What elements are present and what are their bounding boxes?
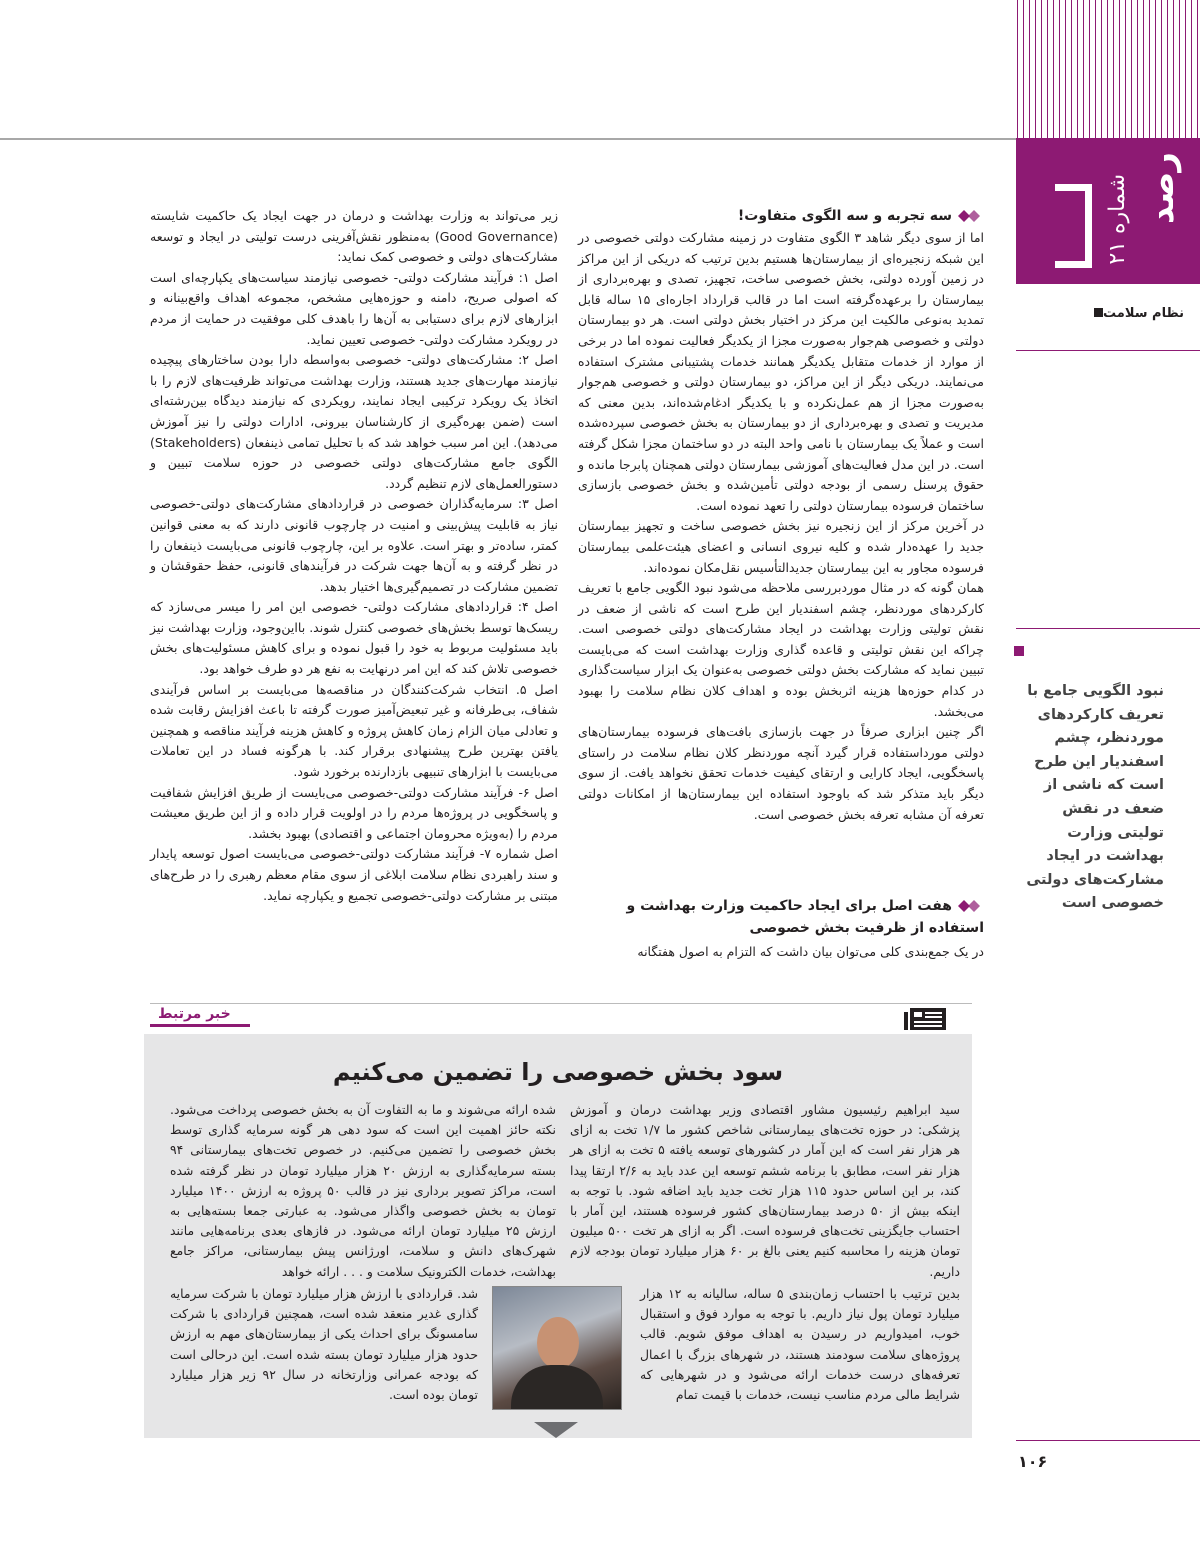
related-news-label: خبر مرتبط [158, 1006, 231, 1022]
top-decor-lines [1016, 0, 1200, 138]
chevron-down-icon [534, 1422, 578, 1438]
related-column-right-continued: بدین ترتیب با احتساب زمان‌بندی ۵ ساله، سالیانه به ۱۲ هزار میلیارد تومان پول نیاز داریم. با توجه به موارد فوق و استقبال خوب، امیدواریم در رسیدن به اهداف موفق شویم. قالب پروژه‌های سلامت سودمند هستند، در شهرهای بزرگ با اعمال تعرفه‌های درست خدمات ارائه می‌شود و در شهرهایی که شرایط مالی مردم مناسب نیست، خدمات با قیمت تمام [640, 1286, 960, 1403]
section-heading: سه تجربه و سه الگوی متفاوت! [700, 208, 984, 224]
paragraph: اصل ۵. انتخاب شرکت‌کنندگان در مناقصه‌ها می‌بایست بر اساس فرآیندی شفاف، بی‌طرفانه و غیر تبعیض‌آمیز صورت گرفته تا باعث افزایش رقابت شده و تعادلی میان الزام زمان کاهش پروژه و کاهش هزینه فرآیند مناقصه و همچنین یافتن بهترین طرح پیشنهادی برقرار کند. با هرگونه فساد در این تعاملات می‌بایست با ابزارهای تنبیهی بازدارنده برخورد شود. [150, 681, 558, 780]
paragraph: اصل ۴: قراردادهای مشارکت دولتی- خصوصی این امر را میسر می‌سازد که ریسک‌ها توسط بخش‌های خصوصی کنترل شوند. بااین‌وجود، وزارت بهداشت نیز باید مسئولیت مربوط به خود را قبول نموده و برای کاهش مسئولیت‌های بخش خصوصی تلاش کند که این امر درنهایت به نفع هر دو طرف خواهد بود. [150, 599, 558, 677]
paragraph: در یک جمع‌بندی کلی می‌توان بیان داشت که التزام به اصول هفتگانه [637, 944, 984, 959]
square-bullet-icon [1094, 308, 1103, 317]
magazine-logo: رصد [1142, 152, 1182, 225]
related-column-right: سید ابراهیم رئیسیون مشاور اقتصادی وزیر بهداشت درمان و آموزش پزشکی: در حوزه تخت‌های بیمارستانی شاخص کشور ما ۱/۷ تخت به ازای هر هزار نفر است که این آمار در کشورهای توسعه یافته ۵ تخت به ازای هر هزار نفر است، مطابق با برنامه ششم توسعه این عدد باید به ۲/۶ ارتقا پیدا کند، بر این اساس حدود ۱۱۵ هزار تخت جدید باید اضافه شود. با توجه به اینکه بیش از ۵۰ درصد بیمارستان‌های کشور فرسوده هستند، این آمار با احتساب جایگزینی تخت‌های فرسوده است. اگر به ازای هر تخت ۵۰۰ میلیون تومان هزینه را محاسبه کنیم یعنی بالغ بر ۶۰ هزار میلیارد تومان بودجه لازم داریم. [570, 1102, 961, 1279]
sidebar-divider [1016, 350, 1200, 351]
magazine-brand-block [1016, 138, 1200, 284]
issue-number: شماره ۲۱ [1105, 174, 1130, 265]
square-bullet-icon [1014, 646, 1024, 656]
article-column-left [150, 206, 558, 906]
paragraph: اصل ۳: سرمایه‌گذاران خصوصی در قراردادهای مشارکت‌های دولتی-خصوصی نیاز به قابلیت پیش‌بینی و امنیت در چارچوب قانونی دارند که به معنی قوانین کمتر، ساده‌تر و بهتر است. علاوه بر این، چارچوب قانونی می‌بایست ذینفعان را در نظر گرفته و به آن‌ها جهت شرکت در فرآیندهای قانونی، حفظ حقوقشان و تضمین مشارکت در تصمیم‌گیری‌ها اختیار بدهد. [150, 496, 559, 594]
footer-rule [1016, 1440, 1200, 1441]
paragraph: اصل ۶- فرآیند مشارکت دولتی-خصوصی می‌بایست از طریق افزایش شفافیت و پاسخگویی در پروژه‌ها مردم را در اولویت قرار داده و از این طریق معیشت مردم را (به‌ویژه محرومان اجتماعی و اقتصادی) بهبود بخشد. [150, 784, 559, 841]
related-column-left-continued: شد. قراردادی با ارزش هزار میلیارد تومان با شرکت سرمایه گذاری غدیر منعقد شده است، همچنین قراردادی با شرکت سامسونگ برای احداث یکی از بیمارستان‌های مهم به ارزش حدود هزار میلیارد تومان بسته شده است. این درحالی است که بودجه عمرانی وزارتخانه در سال ۹۲ زیر هزار میلیارد تومان بوده است. [170, 1286, 479, 1403]
newspaper-icon [900, 1002, 950, 1032]
section-heading: هفت اصل برای ایجاد حاکمیت وزارت بهداشت و استفاده از ظرفیت بخش خصوصی [626, 898, 984, 936]
sidebar-divider [1016, 628, 1200, 629]
paragraph: اصل شماره ۷- فرآیند مشارکت دولتی-خصوصی می‌بایست اصول توسعه پایدار و سند راهبردی نظام سلامت ابلاغی از سوی مقام معظم رهبری را در طرح‌های مبتنی بر مشارکت دولتی-خصوصی تجمیع و یکپارچه نماید. [150, 846, 558, 903]
paragraph: اصل ۱: فرآیند مشارکت دولتی- خصوصی نیازمند سیاست‌های یکپارچه‌ای است که اصولی صریح، دامنه و حوزه‌هایی مشخص، مجموعه اهداف واقع‌بینانه و ابزارهای لازم برای دستیابی به آن‌ها را باهدف کلی موفقیت در حمایت از مردم در رویکرد مشارکت دولتی- خصوصی تعیین نماید. [150, 269, 559, 347]
article-column-right [578, 228, 984, 825]
interviewee-photo [492, 1286, 622, 1410]
paragraph: همان گونه که در مثال موردبررسی ملاحظه می‌شود نبود الگویی جامع با تعریف کارکردهای موردنظر، چشم اسفندیار این طرح است که ناشی از ضعف در نقش تولیتی وزارت بهداشت در ایجاد مشارکت‌های دولتی خصوصی است. چراکه این نقش تولیتی و قاعده گذاری وزارت بهداشت است که می‌بایست تبیین نماید که مشارکت بخش دولتی خصوصی به‌عنوان یک ابزار سیاست‌گذاری در کدام حوزه‌ها هزینه اثربخش بوده و اهداف کلان نظام سلامت را بهبود می‌بخشد. [578, 580, 984, 719]
related-rule [150, 1003, 972, 1004]
diamond-bullet-icon [958, 900, 984, 912]
page-number: ۱۰۶ [1018, 1452, 1048, 1471]
related-label-bar [150, 1024, 250, 1027]
top-rule [0, 138, 1016, 140]
paragraph: اگر چنین ابزاری صرفاً در جهت بازسازی بافت‌های فرسوده بیمارستان‌های دولتی مورداستفاده قرار گیرد آنچه موردنظر کلان نظام سلامت در راستای پاسخگویی، ایجاد کارایی و ارتقای کیفیت خدمات تحقق نخواهد یافت. از سوی دیگر باید متذکر شد که باوجود استفاده این بیمارستان‌ها از امکانات دولتی تعرفه آن مشابه تعرفه بخش خصوصی است. [578, 724, 984, 822]
paragraph: زیر می‌تواند به وزارت بهداشت و درمان در جهت ایجاد یک حاکمیت شایسته (Good Governance) به‌منظور نقش‌آفرینی درست تولیتی در ایجاد و توسعه مشارکت‌های دولتی و خصوصی کمک نماید: [150, 208, 558, 265]
paragraph: اصل ۲: مشارکت‌های دولتی- خصوصی به‌واسطه دارا بودن ساختارهای پیچیده نیازمند مهارت‌های جدید هستند، وزارت بهداشت می‌تواند ظرفیت‌های لازم را با اتخاذ یک رویکرد ترکیبی ایجاد نمایند، رویکردی که نیازمند دیدگاه بین‌رشته‌ای است (ضمن بهره‌گیری از کارشناسان بیرونی، ادارات دولتی را نیز آموزش می‌دهد). این امر سبب خواهد شد که با تحلیل تمامی ذینفعان (Stakeholders) الگوی جامع مشارکت‌های دولتی خصوصی در حوزه سلامت تبیین و دستورالعمل‌های لازم تنظیم گردد. [150, 352, 558, 491]
related-news-title: سود بخش خصوصی را تضمین می‌کنیم [332, 1058, 784, 1086]
paragraph: در آخرین مرکز از این زنجیره نیز بخش خصوصی ساخت و تجهیز بیمارستان جدید را عهده‌دار شده و کلیه نیروی انسانی و اعضای هیئت‌علمی بیمارستان فرسوده مجاور به این بیمارستان جدیدالتأسیس نقل‌مکان نموده‌اند. [578, 518, 984, 575]
logo-frame-icon [1055, 184, 1092, 268]
article-column-right-continued [578, 942, 984, 963]
section-label: نظام سلامت [1088, 306, 1184, 321]
pull-quote: نبود الگویی جامع با تعریف کارکردهای موردنظر، چشم اسفندیار این طرح است که ناشی از ضعف در نقش تولیتی وزارت بهداشت در ایجاد مشارکت‌های دولتی خصوصی است [1026, 683, 1164, 912]
diamond-bullet-icon [958, 210, 984, 222]
related-news-box [144, 1034, 972, 1438]
related-column-left: شده ارائه می‌شوند و ما به التفاوت آن به بخش خصوصی پرداخت می‌شود. نکته حائز اهمیت این است که سود دهی هر گونه سرمایه گذاری توسط بخش خصوصی را تضمین می‌کنیم. در خصوص تخت‌های بیمارستانی ۹۴ بسته سرمایه‌گذاری به ارزش ۲۰ هزار میلیارد تومان در نظر گرفته شده است، مراکز تصویر برداری نیز در قالب ۵۰ پروژه به ارزش ۱۴۰۰ میلیارد تومان به بخش خصوصی واگذار می‌شود. به عبارتی جمعا بسته‌هایی به ارزش ۲۵ میلیارد تومان ارائه می‌شود. در فازهای بعدی برنامه‌هایی مانند شهرک‌های دانش و سلامت، اورژانس پیش بیمارستانی، مراکز جامع بهداشت، خدمات الکترونیک سلامت و . . . ارائه خواهد [170, 1102, 556, 1279]
paragraph: اما از سوی دیگر شاهد ۳ الگوی متفاوت در زمینه مشارکت دولتی خصوصی در این شبکه زنجیره‌ای از بیمارستان‌ها هستیم بدین ترتیب که دریکی از این مراکز در زمین آورده دولتی، بخش خصوصی ساخت، تجهیز، تصدی و بهره‌برداری از بیمارستان را برعهده‌گرفته است اما در قالب قرارداد اجاره‌ای ۱۵ ساله قابل تمدید به‌نوعی مالکیت این مرکز در اختیار بخش دولتی است. هر دو بیمارستان دولتی و خصوصی هم‌جوار به‌صورت مجزا از یکدیگر فعالیت نموده اما در برخی از موارد از خدمات متقابل یکدیگر همانند خدمات پشتیبانی مشترک استفاده می‌نمایند. دریکی دیگر از این مراکز، دو بیمارستان دولتی و خصوصی هم‌جوار به‌صورت مجزا از هم عمل‌نکرده و با یکدیگر ادغام‌شده‌اند، بدین معنی که مدیریت و تصدی و بهره‌برداری از دو بیمارستان به بخش خصوصی سپرده‌شده است و عملاً یک بیمارستان با نامی واحد البته در دو ساختمان مجزا شکل گرفته است. در این مدل فعالیت‌های آموزشی بیمارستان دولتی همچنان پابرجا مانده و حقوق پرسنل رسمی از بودجه دولتی تأمین‌شده و بخش خصوصی بازسازی ساختمان فرسوده بیمارستان دولتی را تعهد نموده است. [578, 230, 985, 513]
